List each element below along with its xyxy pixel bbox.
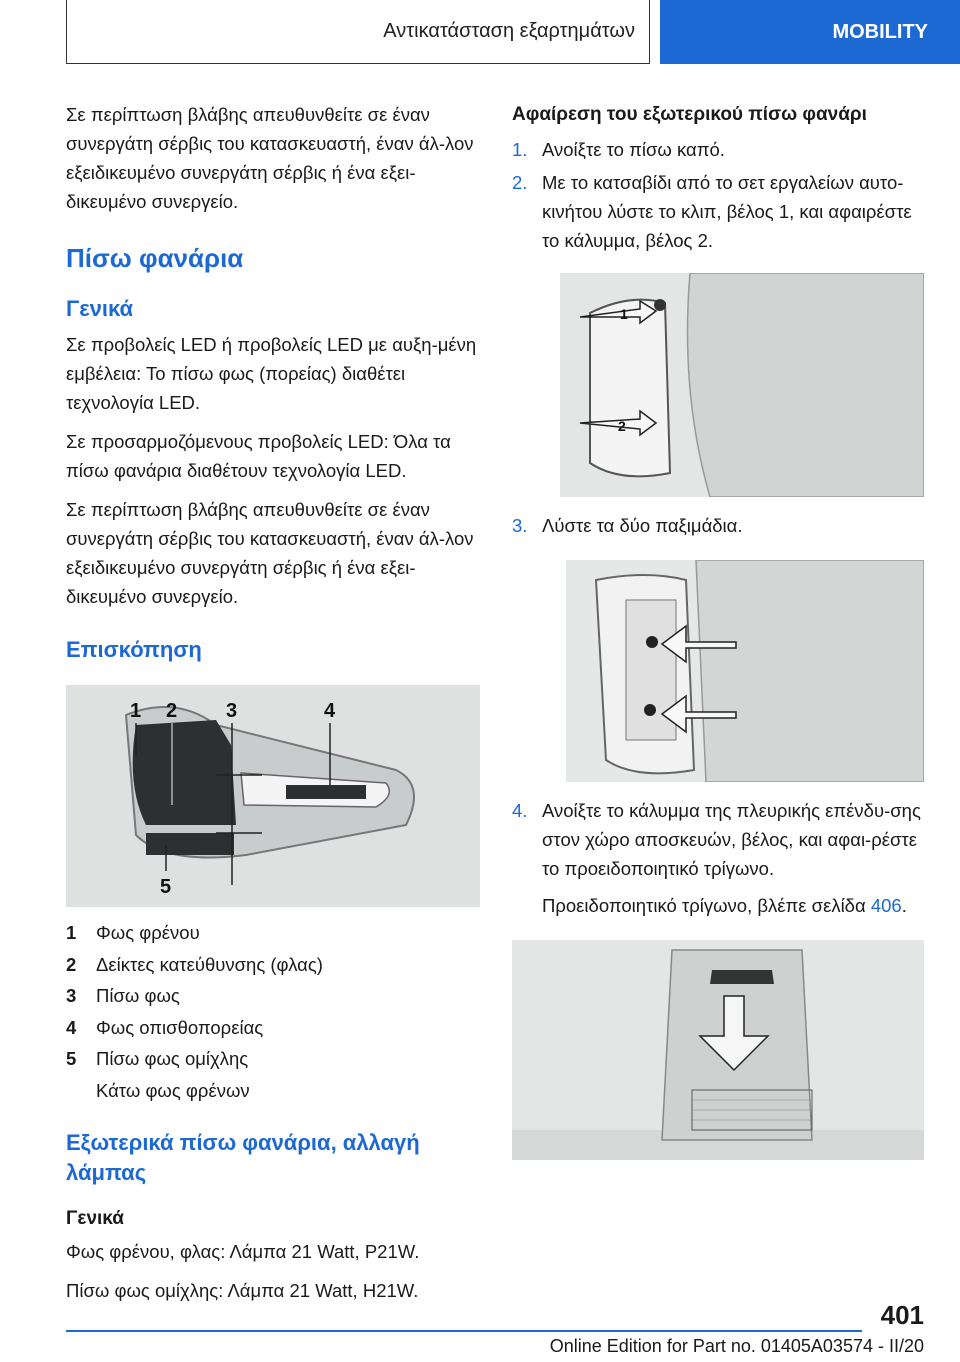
step-3 [512,511,924,540]
rear-light-figure [66,685,480,907]
callout-4: 4 [324,700,336,722]
running-header [66,0,650,64]
legend-text: Πίσω φως [96,985,180,1006]
nuts-illustration [566,560,924,782]
step-1 [512,135,924,164]
nuts-figure [566,560,924,782]
callout-5: 5 [160,876,172,898]
general-paragraph-2: Σε προσαρμοζόμενους προβολείς LED: Όλα τα πίσω φανάρια διαθέτουν τεχνολογία LED. [66,431,451,481]
callout-3: 3 [226,700,238,722]
figure-legend [66,917,482,1106]
legend-item [66,1075,482,1107]
legend-item [66,980,482,1012]
clip-cover-figure [560,273,924,497]
legend-item [66,1043,482,1075]
warning-triangle-figure [512,940,924,1160]
bulb-spec-2: Πίσω φως ομίχλης: Λάμπα 21 Watt, H21W. [66,1280,419,1301]
general-paragraph-1: Σε προβολείς LED ή προβολείς LED με αυξη-μένη εμβέλεια: Το πίσω φως (πορείας) διαθέτει τεχνολογία LED. [66,334,477,413]
step-number: 1. [512,139,528,160]
footer-divider [66,1330,862,1332]
general-heading: Γενικά [66,296,134,321]
legend-text: Φως οπισθοπορείας [96,1016,264,1038]
legend-number: 1 [66,922,77,943]
step-text: Με το κατσαβίδι από το σετ εργαλείων αυτο-κινήτου λύστε το κλιπ, βέλος 1, και αφαιρέστε το κάλυμμα, βέλος 2. [542,172,912,251]
legend-number: 4 [66,1016,77,1038]
callout-2: 2 [166,700,178,722]
page-number: 401 [880,1300,924,1330]
left-column [66,100,482,1315]
exterior-general-heading: Γενικά [66,1208,124,1229]
chapter-tab-label: MOBILITY [832,20,928,43]
intro-paragraph: Σε περίπτωση βλάβης απευθυνθείτε σε έναν συνεργάτη σέρβις του κατασκευαστή, έναν άλ-λον εξειδικευμένο συνεργάτη σέρβις ή ένα εξει-δικευμένο συνεργείο. [66,104,474,212]
legend-number [66,1075,96,1107]
arrow-1-label: 1 [620,306,628,322]
step-number: 3. [512,515,528,536]
edition-footer: Online Edition for Part no. 01405A03574 - II/20 [549,1336,924,1356]
legend-number: 3 [66,985,77,1006]
note-text: Προειδοποιητικό τρίγωνο, βλέπε σελίδα [542,895,866,916]
arrow-2-label: 2 [618,418,626,434]
exterior-lights-heading: Εξωτερικά πίσω φανάρια, αλλαγή λάμπας [66,1130,420,1185]
legend-text: Φως φρένου [96,922,200,943]
right-column [512,100,924,1160]
legend-text: Κάτω φως φρένων [96,1079,250,1101]
callout-1: 1 [130,700,142,722]
warning-triangle-illustration [512,940,924,1160]
section-title: Αντικατάσταση εξαρτημάτων [383,20,635,42]
legend-item [66,1012,482,1044]
step-number: 4. [512,800,528,821]
step-2 [512,168,924,255]
rear-light-illustration [66,685,480,907]
clip-cover-illustration [560,273,924,497]
chapter-tab[interactable] [660,0,960,64]
step-number: 2. [512,172,528,193]
step-text: Λύστε τα δύο παξιμάδια. [542,515,743,536]
legend-number: 2 [66,953,77,975]
legend-number: 5 [66,1048,77,1069]
general-paragraph-3: Σε περίπτωση βλάβης απευθυνθείτε σε έναν συνεργάτη σέρβις του κατασκευαστή, έναν άλ-λον εξειδικευμένο συνεργάτη σέρβις ή ένα εξει-δικευμένο συνεργείο. [66,499,474,607]
overview-heading: Επισκόπηση [66,637,202,662]
step-4-note [512,891,924,920]
legend-text: Δείκτες κατεύθυνσης (φλας) [96,953,323,975]
page-reference-link[interactable]: 406 [870,895,902,916]
step-text: Ανοίξτε το κάλυμμα της πλευρικής επένδυ-σης στον χώρο αποσκευών, βέλος, και αφαι-ρέστε το προειδοποιητικό τρίγωνο. [542,800,921,879]
rear-lights-heading: Πίσω φανάρια [66,243,244,273]
legend-text: Πίσω φως ομίχλης [96,1048,249,1069]
note-end: . [901,895,907,916]
bulb-spec-1: Φως φρένου, φλας: Λάμπα 21 Watt, P21W. [66,1241,420,1262]
step-text: Ανοίξτε το πίσω καπό. [542,139,725,160]
removal-heading: Αφαίρεση του εξωτερικού πίσω φανάρι [512,104,867,125]
legend-item [66,949,482,981]
step-4 [512,796,924,883]
legend-item [66,917,482,949]
